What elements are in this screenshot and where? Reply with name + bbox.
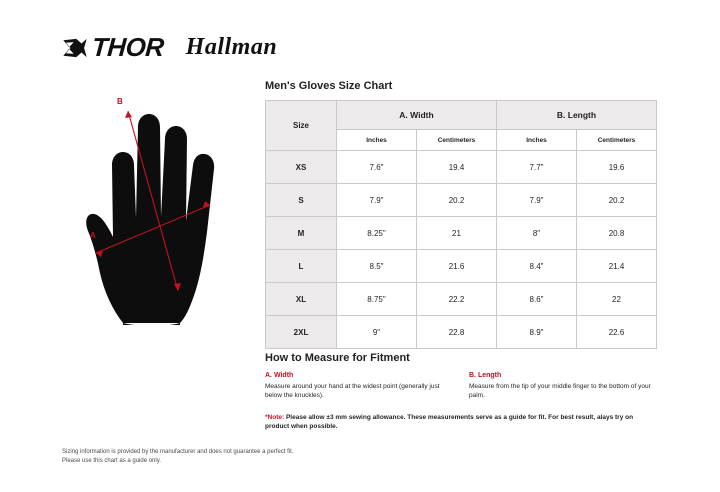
- thor-hammer-icon: [62, 35, 88, 61]
- row-length-inches: 8.6": [497, 283, 577, 316]
- row-length-centimeters: 20.8: [577, 217, 657, 250]
- row-length-inches: 7.9": [497, 184, 577, 217]
- glove-measurement-diagram: [60, 95, 255, 325]
- length-label-b: B: [117, 97, 123, 106]
- footer-line-2: Please use this chart as a guide only.: [62, 458, 161, 464]
- row-length-centimeters: 20.2: [577, 184, 657, 217]
- row-size: L: [266, 250, 337, 283]
- row-length-centimeters: 19.6: [577, 151, 657, 184]
- table-row: [266, 316, 657, 349]
- sizing-note-body: Please allow ±3 mm sewing allowance. These measurements serve as a guide for fit. For best result, alays try on product when possible.: [265, 413, 634, 431]
- row-width-inches: 7.9": [337, 184, 417, 217]
- header-width-centimeters: Centimeters: [417, 130, 497, 151]
- header-group-width: A. Width: [337, 101, 497, 130]
- size-chart-table: [265, 100, 657, 349]
- thor-wordmark: THOR: [90, 32, 165, 62]
- header-group-length: B. Length: [497, 101, 657, 130]
- header-length-centimeters: Centimeters: [577, 130, 657, 151]
- hallman-wordmark: Hallman: [185, 34, 278, 60]
- table-row: [266, 250, 657, 283]
- footer-disclaimer: [62, 448, 293, 466]
- sizing-note-prefix: *Note:: [265, 413, 285, 421]
- sizing-note: [265, 413, 649, 432]
- row-length-inches: 7.7": [497, 151, 577, 184]
- brand-header: [62, 32, 277, 63]
- table-head: [266, 101, 657, 151]
- table-header-row-groups: [266, 101, 657, 130]
- how-to-measure-section: [265, 352, 657, 432]
- row-width-centimeters: 22.2: [417, 283, 497, 316]
- how-to-width-body: Measure around your hand at the widest point (generally just below the knuckles).: [265, 383, 440, 400]
- how-to-measure-title: How to Measure for Fitment: [265, 352, 410, 364]
- row-length-inches: 8.4": [497, 250, 577, 283]
- header-width-inches: Inches: [337, 130, 417, 151]
- row-size: 2XL: [266, 316, 337, 349]
- table-row: [266, 184, 657, 217]
- row-width-centimeters: 20.2: [417, 184, 497, 217]
- row-width-inches: 9": [337, 316, 417, 349]
- row-width-centimeters: 21: [417, 217, 497, 250]
- header-size: Size: [266, 101, 337, 151]
- how-to-width-heading: A. Width: [265, 372, 294, 379]
- row-width-centimeters: 19.4: [417, 151, 497, 184]
- width-label-a: A: [90, 231, 96, 240]
- how-to-length-heading: B. Length: [469, 372, 502, 379]
- row-size: XL: [266, 283, 337, 316]
- row-width-inches: 8.5": [337, 250, 417, 283]
- row-length-centimeters: 21.4: [577, 250, 657, 283]
- size-chart-panel: [265, 80, 657, 349]
- row-size: XS: [266, 151, 337, 184]
- size-chart-title: Men's Gloves Size Chart: [265, 80, 393, 92]
- how-to-width-column: [265, 372, 453, 401]
- how-to-measure-columns: [265, 372, 657, 401]
- row-length-centimeters: 22: [577, 283, 657, 316]
- how-to-length-body: Measure from the tip of your middle finger to the bottom of your palm.: [469, 383, 651, 400]
- table-row: [266, 151, 657, 184]
- row-width-inches: 8.75": [337, 283, 417, 316]
- table-body: [266, 151, 657, 349]
- table-row: [266, 283, 657, 316]
- row-width-inches: 8.25": [337, 217, 417, 250]
- thor-logo: [62, 32, 164, 63]
- header-length-inches: Inches: [497, 130, 577, 151]
- row-length-centimeters: 22.6: [577, 316, 657, 349]
- row-width-centimeters: 22.8: [417, 316, 497, 349]
- row-size: S: [266, 184, 337, 217]
- row-length-inches: 8": [497, 217, 577, 250]
- glove-illustration-svg: [60, 95, 255, 325]
- how-to-length-column: [469, 372, 657, 401]
- footer-line-1: Sizing information is provided by the manufacturer and does not guarantee a perfect fit.: [62, 449, 294, 455]
- row-size: M: [266, 217, 337, 250]
- row-width-centimeters: 21.6: [417, 250, 497, 283]
- table-row: [266, 217, 657, 250]
- row-width-inches: 7.6": [337, 151, 417, 184]
- row-length-inches: 8.9": [497, 316, 577, 349]
